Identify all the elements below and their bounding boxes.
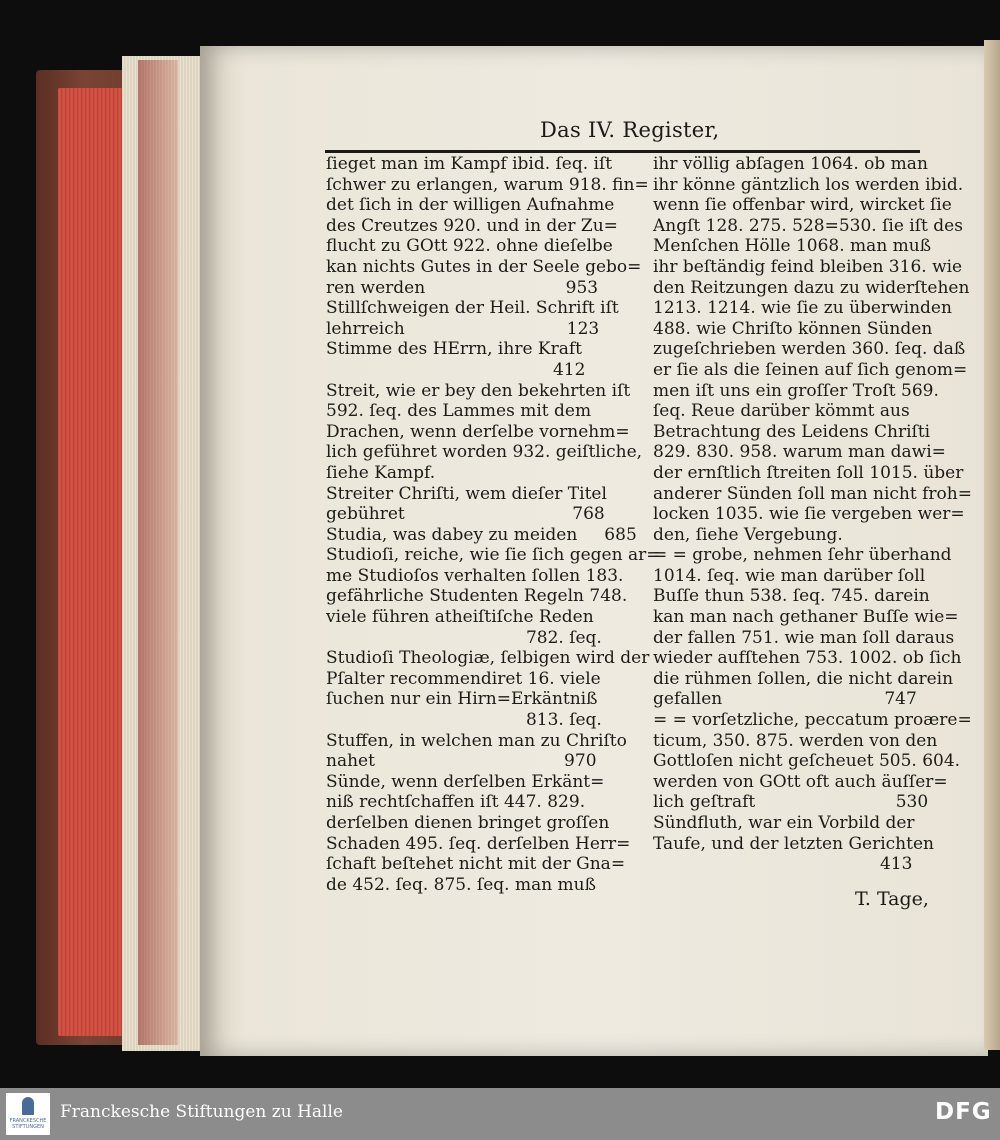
- text-line: Studia, was dabey zu meiden 685: [326, 524, 637, 545]
- text-line: der ernſtlich ſtreiten ſoll 1015. über: [653, 462, 964, 483]
- text-line: der fallen 751. wie man ſoll daraus: [653, 627, 955, 648]
- red-page-edge: [58, 88, 128, 1036]
- text-line: Buſſe thun 538. ſeq. 745. darein: [653, 586, 930, 607]
- text-line: flucht zu GOtt 922. ohne dieſelbe: [326, 236, 613, 257]
- text-line: er ſie als die ſeinen auf ſich genom=: [653, 359, 968, 380]
- text-line: wieder aufſtehen 753. 1002. ob ſich: [653, 648, 962, 669]
- text-line: derſelben dienen bringet groſſen: [326, 813, 610, 833]
- page-right-edge: [984, 40, 1000, 1050]
- text-line: Angſt 128. 275. 528=530. ſie iſt des: [653, 215, 963, 236]
- text-line: ticum, 350. 875. werden von den: [653, 730, 938, 751]
- text-line: ſieget man im Kampf ibid. ſeq. iſt: [326, 154, 613, 174]
- text-line: Taufe, und der letzten Gerichten: [653, 833, 934, 854]
- text-line: ſchwer zu erlangen, warum 918. fin=: [326, 174, 649, 195]
- text-line: Sündfluth, war ein Vorbild der: [653, 813, 915, 833]
- logo-text: FRANCKESCHE STIFTUNGEN: [9, 1118, 47, 1130]
- text-line: werden von GOtt oft auch äuſſer=: [653, 771, 948, 792]
- text-line: Streit, wie er bey den bekehrten iſt: [326, 380, 631, 401]
- text-line: ihr beſtändig feind bleiben 316. wie: [653, 256, 963, 277]
- text-line: ihr könne gäntzlich los werden ibid.: [653, 174, 964, 195]
- text-line: = = vorſetzliche, peccatum proære=: [653, 710, 972, 731]
- text-line: ſeq. Reue darüber kömmt aus: [653, 401, 910, 422]
- text-line: Stimme des HErrn, ihre Kraft: [326, 339, 582, 360]
- text-line: nahet 970: [326, 751, 597, 772]
- text-line: 782. ſeq.: [326, 627, 602, 648]
- text-line: 1014. ſeq. wie man darüber ſoll: [653, 565, 926, 586]
- text-line: ſiehe Kampf.: [326, 462, 436, 483]
- text-line: Betrachtung des Leidens Chriſti: [653, 421, 931, 442]
- text-line: Drachen, wenn derſelbe vornehm=: [326, 421, 630, 442]
- text-line: ihr völlig abſagen 1064. ob man: [653, 154, 928, 174]
- text-line: 412: [326, 359, 586, 380]
- text-line: 592. ſeq. des Lammes mit dem: [326, 401, 592, 422]
- text-line: de 452. ſeq. 875. ſeq. man muß: [326, 874, 596, 895]
- text-line: Pſalter recommendiret 16. viele: [326, 668, 601, 689]
- text-line: viele führen atheiſtiſche Reden: [326, 607, 594, 628]
- text-line: ſchaft beſtehet nicht mit der Gna=: [326, 854, 626, 875]
- text-line: Stillſchweigen der Heil. Schrift iſt: [326, 298, 619, 319]
- text-line: Gottloſen nicht geſcheuet 505. 604.: [653, 751, 961, 772]
- text-line: 1213. 1214. wie ſie zu überwinden: [653, 298, 952, 319]
- text-line: des Creutzes 920. und in der Zu=: [326, 215, 618, 236]
- institution-name[interactable]: Franckesche Stiftungen zu Halle: [60, 1102, 343, 1122]
- viewer-footer-bar: [0, 1088, 1000, 1140]
- dfg-logo[interactable]: DFG: [935, 1099, 992, 1125]
- text-line: lehrreich 123: [326, 318, 600, 339]
- left-text-column: [326, 154, 661, 895]
- text-line: den Reitzungen dazu zu widerſtehen: [653, 277, 970, 298]
- right-text-column: [653, 154, 972, 875]
- text-line: 829. 830. 958. warum man dawi=: [653, 442, 946, 463]
- catchword: T. Tage,: [855, 888, 929, 910]
- text-line: ſuchen nur ein Hirn=Erkäntniß: [326, 689, 598, 710]
- text-line: gefallen 747: [653, 689, 917, 710]
- text-line: = = grobe, nehmen ſehr überhand: [653, 545, 952, 566]
- text-line: men iſt uns ein groſſer Troſt 569.: [653, 380, 939, 401]
- text-line: Studioſi Theologiæ, ſelbigen wird der: [326, 648, 650, 669]
- text-line: wenn ſie offenbar wird, wircket ſie: [653, 195, 952, 216]
- text-line: 813. ſeq.: [326, 710, 602, 731]
- text-line: zugeſchrieben werden 360. ſeq. daß: [653, 339, 966, 360]
- text-line: ren werden 953: [326, 277, 599, 298]
- text-line: den, ſiehe Vergebung.: [653, 524, 843, 545]
- page-stack-shadow: [138, 60, 178, 1045]
- text-line: me Studioſos verhalten ſollen 183.: [326, 565, 624, 586]
- text-line: lich geſtraft 530: [653, 792, 929, 813]
- text-line: gebühret 768: [326, 504, 605, 525]
- text-line: Schaden 495. ſeq. derſelben Herr=: [326, 833, 631, 854]
- text-line: lich geführet worden 932. geiſtliche,: [326, 442, 643, 463]
- text-line: Studioſi, reiche, wie ſie ſich gegen ar=: [326, 545, 661, 566]
- text-line: Streiter Chriſti, wem dieſer Titel: [326, 483, 607, 504]
- text-line: 488. wie Chriſto können Sünden: [653, 318, 933, 339]
- running-header: Das IV. Register,: [540, 118, 720, 142]
- text-line: Stuffen, in welchen man zu Chriſto: [326, 730, 627, 751]
- text-line: die rühmen ſollen, die nicht darein: [653, 668, 954, 689]
- header-rule: [325, 150, 920, 153]
- text-line: Sünde, wenn derſelben Erkänt=: [326, 771, 605, 792]
- text-line: kan man nach gethaner Buſſe wie=: [653, 607, 959, 628]
- text-line: Menſchen Hölle 1068. man muß: [653, 236, 932, 257]
- text-line: kan nichts Gutes in der Seele gebo=: [326, 256, 642, 277]
- institution-logo[interactable]: [6, 1093, 50, 1135]
- text-line: gefährliche Studenten Regeln 748.: [326, 586, 628, 607]
- text-line: locken 1035. wie ſie vergeben wer=: [653, 504, 965, 525]
- text-line: 413: [653, 854, 913, 875]
- text-line: det ſich in der willigen Aufnahme: [326, 195, 615, 216]
- logo-figure-icon: [22, 1097, 34, 1115]
- text-line: niß rechtſchaffen iſt 447. 829.: [326, 792, 586, 813]
- text-line: anderer Sünden ſoll man nicht froh=: [653, 483, 972, 504]
